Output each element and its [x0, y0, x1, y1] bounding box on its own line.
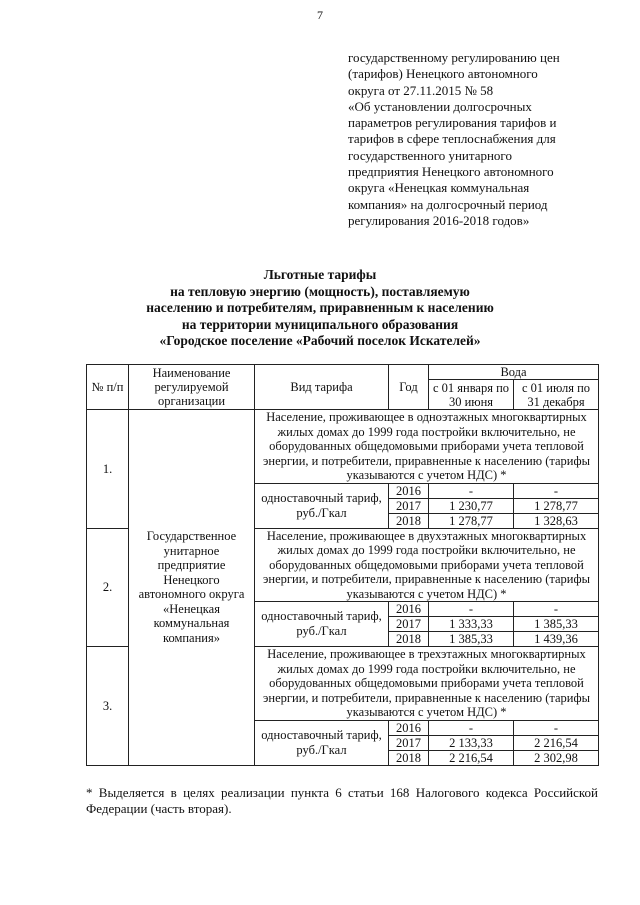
year-cell: 2017 — [389, 617, 429, 632]
tariff-value: - — [429, 483, 514, 498]
tariff-value: - — [429, 720, 514, 735]
header-number: № п/п — [87, 365, 129, 410]
title-line: «Городское поселение «Рабочий поселок Искателей» — [159, 333, 481, 348]
header-tariff-type: Вид тарифа — [255, 365, 389, 410]
year-cell: 2016 — [389, 720, 429, 735]
title-line: населению и потребителям, приравненным к населению — [146, 300, 494, 315]
approval-line: (тарифов) Ненецкого автономного — [348, 66, 538, 82]
header-organization: Наименование регулируемой организации — [129, 365, 255, 410]
year-cell: 2017 — [389, 735, 429, 750]
approval-line: государственному регулированию цен — [348, 50, 560, 65]
row-number: 2. — [87, 528, 129, 647]
document-title — [100, 267, 540, 350]
tariff-value: 1 278,77 — [514, 498, 599, 513]
header-period-1: с 01 января по 30 июня — [429, 380, 514, 410]
tariff-value: - — [429, 602, 514, 617]
approval-line: тарифов в сфере теплоснабжения для — [348, 131, 556, 147]
title-line: на территории муниципального образования — [181, 316, 459, 332]
approval-line: округа от 27.11.2015 № 58 — [348, 82, 494, 98]
tariff-value: 2 216,54 — [429, 750, 514, 765]
header-period-2: с 01 июля по 31 декабря — [514, 380, 599, 410]
tariff-value: - — [514, 720, 599, 735]
footnote: * Выделяется в целях реализации пункта 6 статьи 168 Налогового кодекса Российской Федерации (часть вторая). — [86, 785, 598, 816]
approval-line: параметров регулирования тарифов и — [348, 115, 557, 131]
year-cell: 2018 — [389, 513, 429, 528]
organization-name: Государственное унитарное предприятие Ненецкого автономного округа «Ненецкая коммунальная компания» — [129, 410, 255, 766]
title-line: Льготные тарифы — [263, 267, 377, 282]
tariff-table — [86, 364, 599, 766]
tariff-value: 1 385,33 — [429, 632, 514, 647]
page-number: 7 — [317, 8, 323, 22]
approval-line: предприятия Ненецкого автономного — [348, 164, 554, 180]
approval-line: государственного унитарного — [348, 147, 512, 163]
consumer-group-description: Население, проживающее в одноэтажных многоквартирных жилых домах до 1999 года постройки включительно, не оборудованных общедомовыми приборами учета тепловой энергии, и потребители, приравненные к населению (тарифы указываются с учетом НДС) * — [255, 410, 599, 484]
year-cell: 2017 — [389, 498, 429, 513]
tariff-value: 2 302,98 — [514, 750, 599, 765]
tariff-value: 1 278,77 — [429, 513, 514, 528]
tariff-value: 1 328,63 — [514, 513, 599, 528]
tariff-value: - — [514, 602, 599, 617]
consumer-group-description: Население, проживающее в двухэтажных многоквартирных жилых домах до 1999 года постройки включительно, не оборудованных общедомовыми приборами учета тепловой энергии, и потребители, приравненные к населению (тарифы указываются с учетом НДС) * — [255, 528, 599, 602]
tariff-value: 1 385,33 — [514, 617, 599, 632]
row-number: 1. — [87, 410, 129, 529]
approval-line: «Об установлении долгосрочных — [348, 98, 532, 114]
row-number: 3. — [87, 647, 129, 766]
tariff-value: - — [514, 483, 599, 498]
tariff-value: 2 216,54 — [514, 735, 599, 750]
tariff-name: одноставочный тариф, руб./Гкал — [255, 483, 389, 528]
tariff-name: одноставочный тариф, руб./Гкал — [255, 720, 389, 765]
tariff-value: 1 333,33 — [429, 617, 514, 632]
year-cell: 2016 — [389, 602, 429, 617]
approval-reference — [348, 50, 598, 229]
consumer-group-description: Население, проживающее в трехэтажных многоквартирных жилых домах до 1999 года постройки включительно, не оборудованных общедомовыми приборами учета тепловой энергии, и потребители, приравненные к населению (тарифы указываются с учетом НДС) * — [255, 647, 599, 721]
header-water: Вода — [429, 365, 599, 380]
approval-line: компания» на долгосрочный период — [348, 196, 548, 212]
tariff-value: 1 230,77 — [429, 498, 514, 513]
title-line: на тепловую энергию (мощность), поставляемую — [170, 283, 470, 299]
year-cell: 2018 — [389, 632, 429, 647]
header-year: Год — [389, 365, 429, 410]
approval-line: регулирования 2016-2018 годов» — [348, 212, 530, 228]
year-cell: 2018 — [389, 750, 429, 765]
tariff-name: одноставочный тариф, руб./Гкал — [255, 602, 389, 647]
tariff-value: 1 439,36 — [514, 632, 599, 647]
tariff-value: 2 133,33 — [429, 735, 514, 750]
year-cell: 2016 — [389, 483, 429, 498]
approval-line: округа «Ненецкая коммунальная — [348, 180, 530, 196]
